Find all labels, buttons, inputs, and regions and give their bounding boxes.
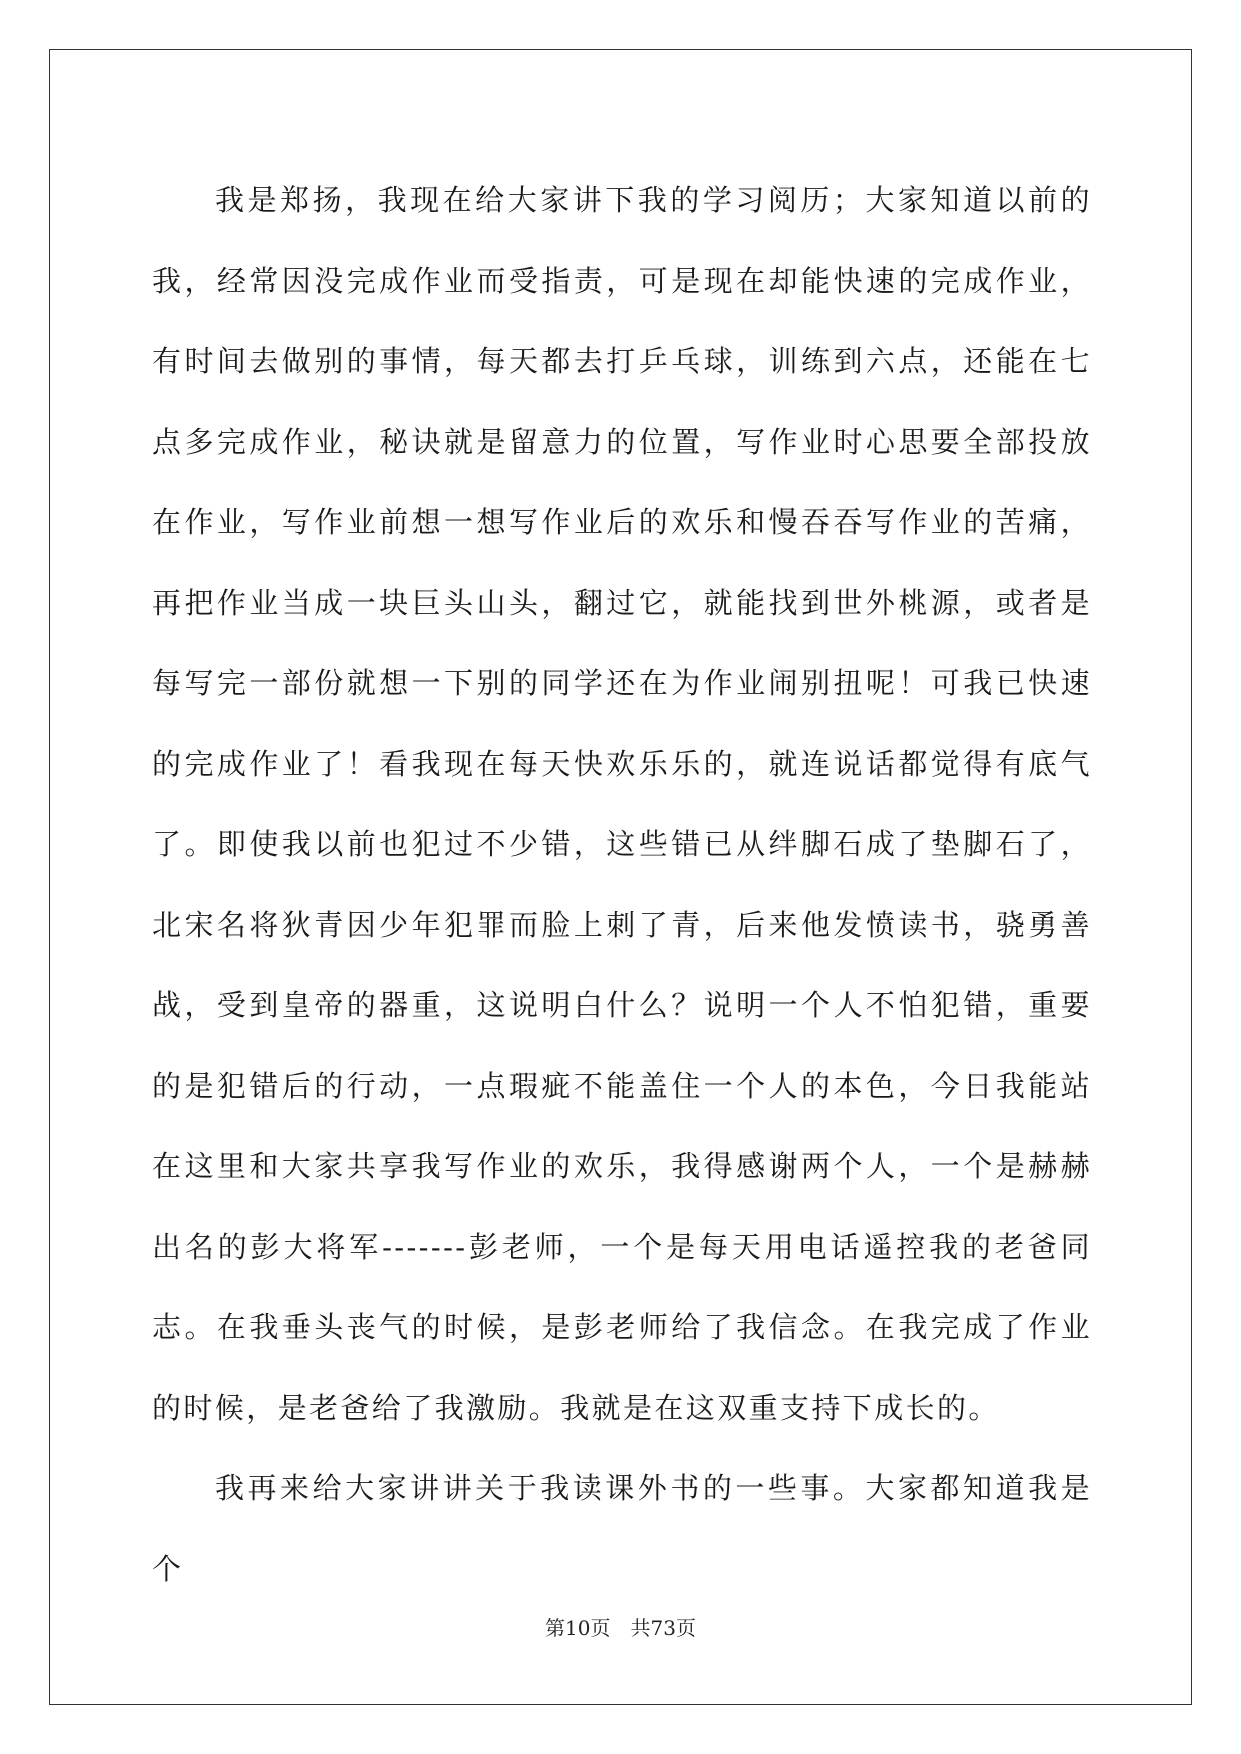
document-body — [152, 160, 1092, 1609]
paragraph-1: 我是郑扬，我现在给大家讲下我的学习阅历；大家知道以前的我，经常因没完成作业而受指责，可是现在却能快速的完成作业，有时间去做别的事情，每天都去打乒乓球，训练到六点，还能在七点多完成作业，秘诀就是留意力的位置，写作业时心思要全部投放在作业，写作业前想一想写作业后的欢乐和慢吞吞写作业的苦痛，再把作业当成一块巨头山头，翻过它，就能找到世外桃源，或者是每写完一部份就想一下别的同学还在为作业闹别扭呢！可我已快速的完成作业了！看我现在每天快欢乐乐的，就连说话都觉得有底气了。即使我以前也犯过不少错，这些错已从绊脚石成了垫脚石了，北宋名将狄青因少年犯罪而脸上刺了青，后来他发愤读书，骁勇善战，受到皇帝的器重，这说明白什么？说明一个人不怕犯错，重要的是犯错后的行动，一点瑕疵不能盖住一个人的本色，今日我能站在这里和大家共享我写作业的欢乐，我得感谢两个人，一个是赫赫出名的彭大将军-------彭老师，一个是每天用电话遥控我的老爸同志。在我垂头丧气的时候，是彭老师给了我信念。在我完成了作业的时候，是老爸给了我激励。我就是在这双重支持下成长的。 — [152, 183, 1092, 1425]
page-number-footer: 第10页 共73页 — [545, 1616, 696, 1640]
paragraph-2: 我再来给大家讲讲关于我读课外书的一些事。大家都知道我是个 — [152, 1471, 1092, 1586]
